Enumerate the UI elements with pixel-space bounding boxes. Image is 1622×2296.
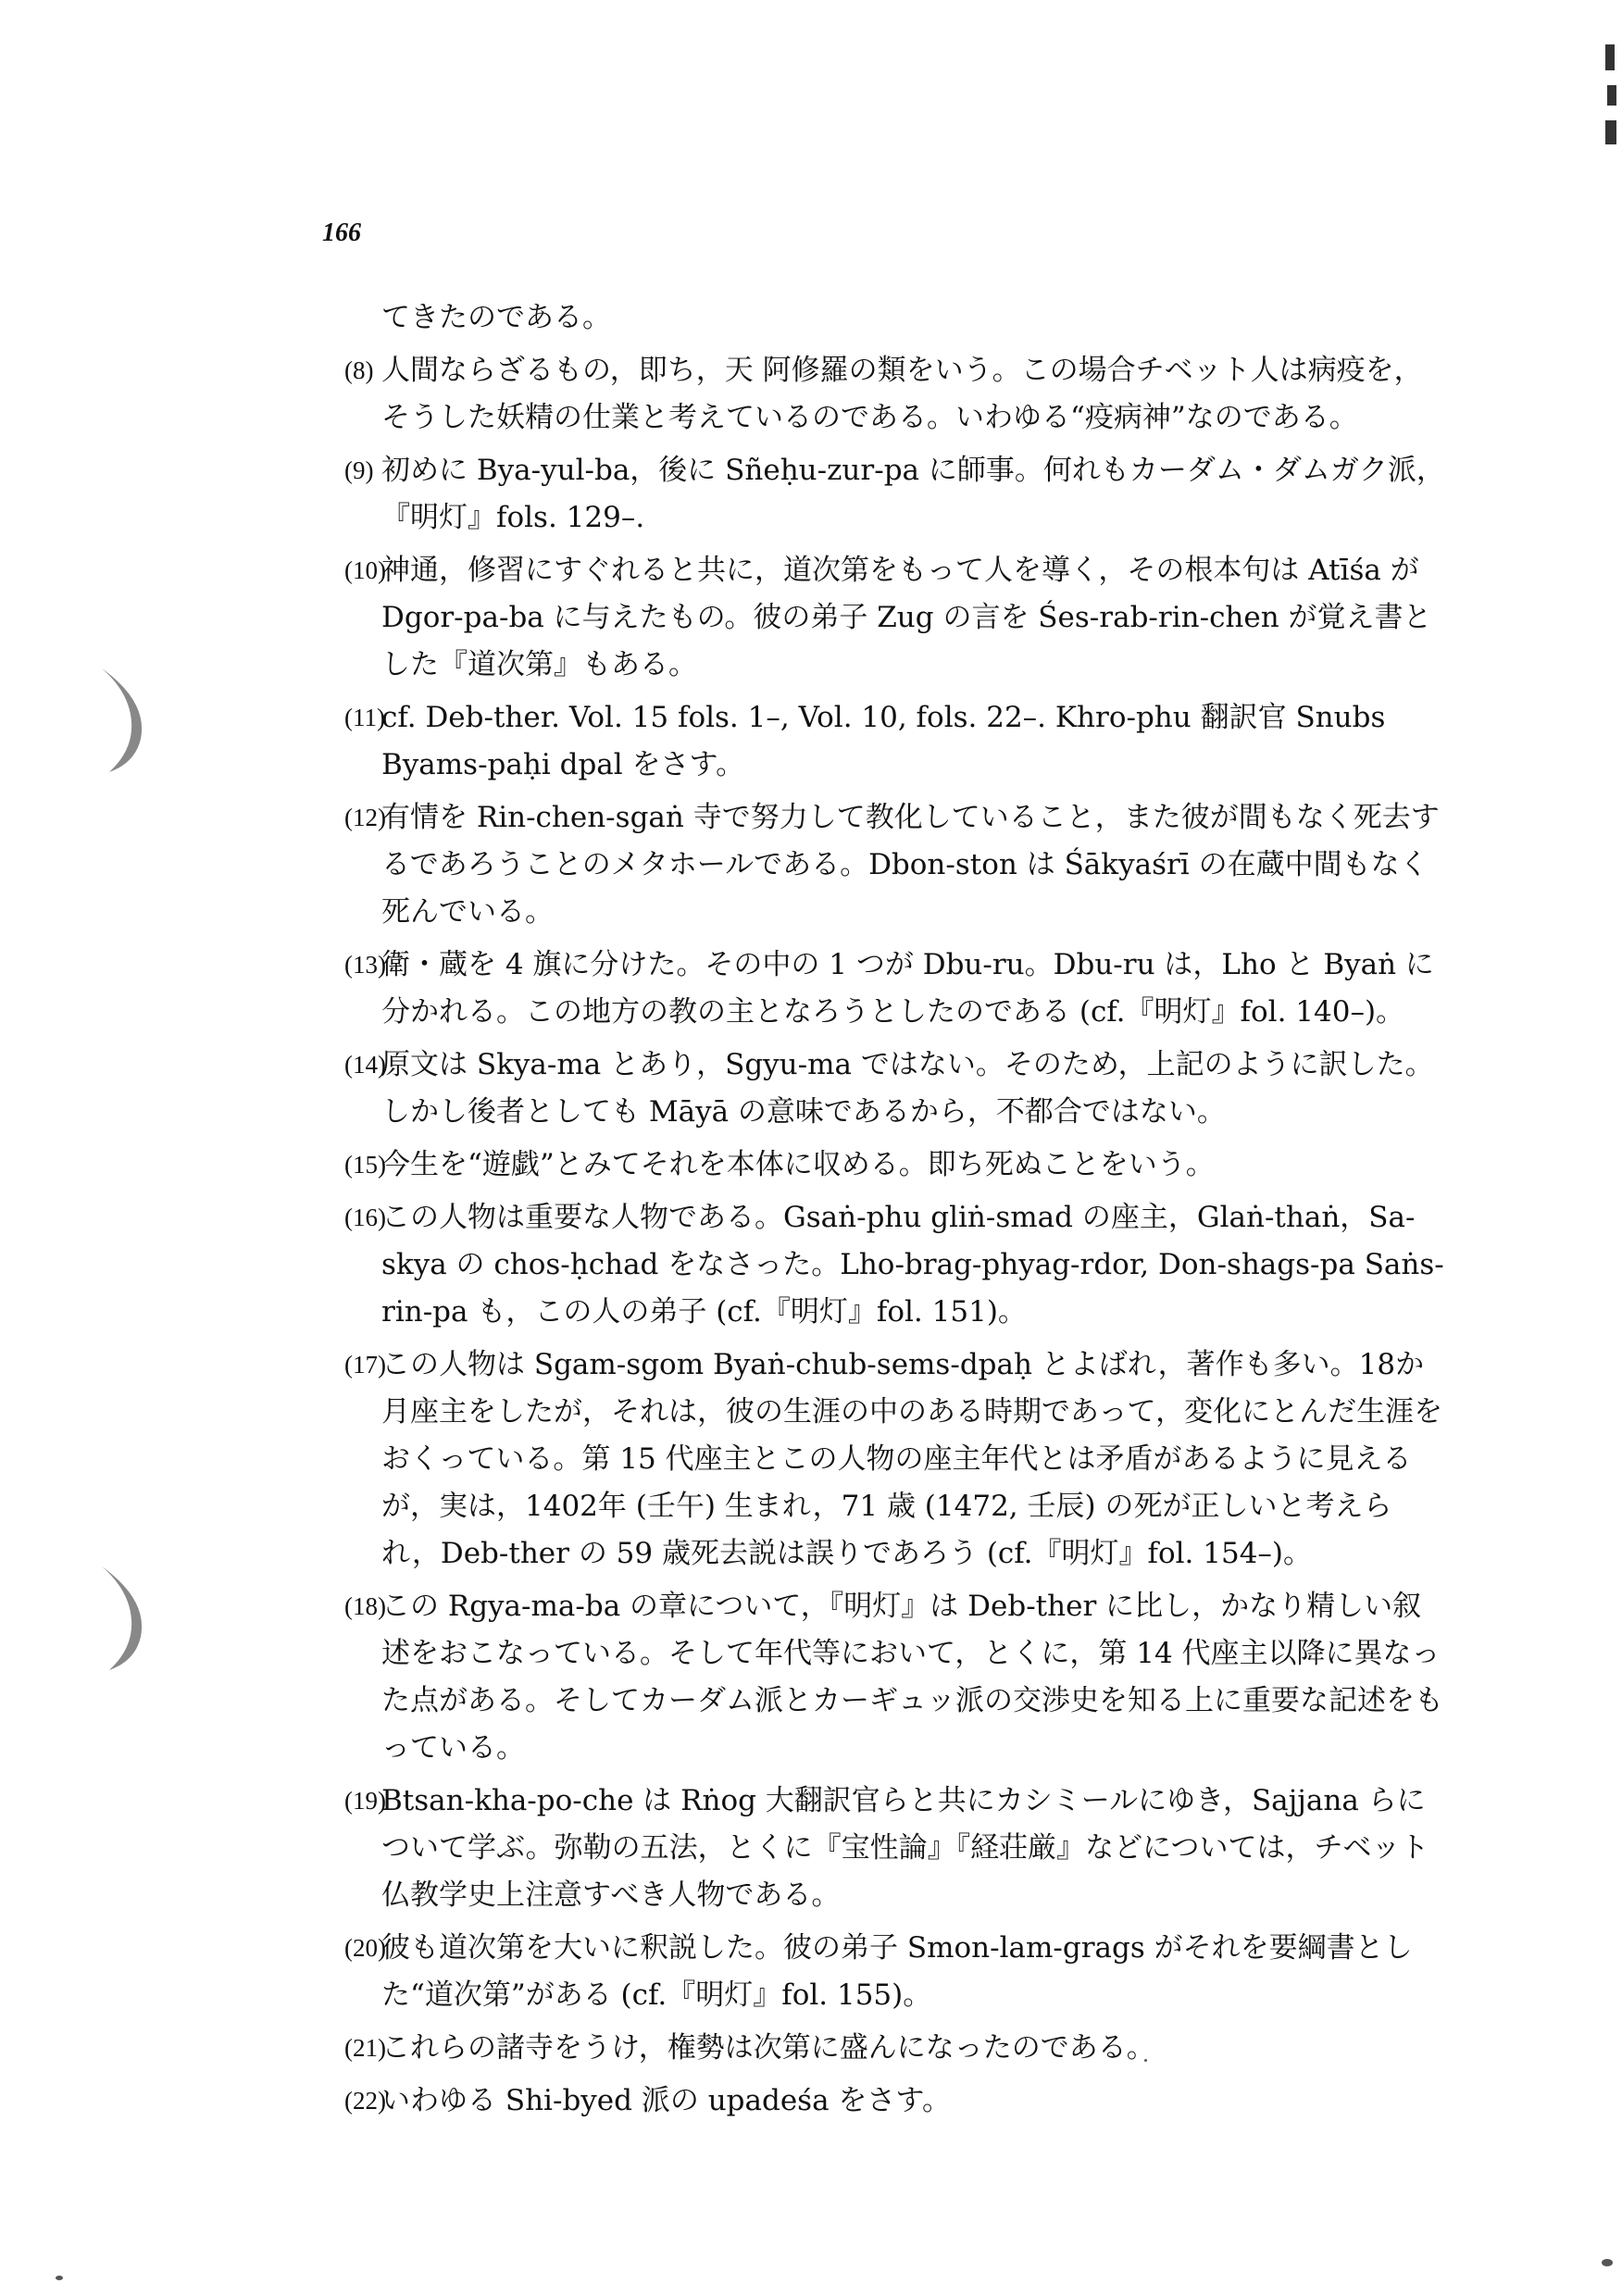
scan-speck — [56, 2276, 63, 2280]
note-number: (18) — [344, 1592, 386, 1620]
endnote-18 — [344, 1583, 1446, 1772]
endnote-15 — [344, 1142, 1446, 1189]
note-number: (19) — [344, 1787, 386, 1815]
scan-bracket-mark-lower — [93, 1563, 157, 1674]
note-text: 神通，修習にすぐれると共に，道次第をもって人を導く，その根本句は Atīśa が Dgor-pa-ba に与えたもの。彼の弟子 Zug の言を Śes-rab-rin-chen が覚え書とした『道次第』もある。 — [381, 554, 1432, 681]
note-number: (8) — [344, 356, 374, 384]
note-text: 初めに Bya-yul-ba，後に Sñeḥu-zur-pa に師事。何れもカーダム・ダムガク派，『明灯』fols. 129–. — [381, 454, 1445, 534]
endnote-22 — [344, 2078, 1446, 2125]
endnote-16 — [344, 1194, 1446, 1336]
note-text: 原文は Skya-ma とあり，Sgyu-ma ではない。そのため，上記のように訳した。しかし後者としても Māyā の意味であるから，不都合ではない。 — [381, 1048, 1434, 1129]
endnotes — [344, 294, 1446, 2130]
note-number: (15) — [344, 1151, 386, 1179]
endnote-17 — [344, 1341, 1446, 1578]
note-text: 衛・蔵を 4 旗に分けた。その中の 1 つが Dbu-ru。Dbu-ru は，Lho と Byaṅ に分かれる。この地方の教の主となろうとしたのである (cf.『明灯』fol. 140–)。 — [381, 948, 1434, 1029]
endnote-12 — [344, 794, 1446, 936]
note-text: 彼も道次第を大いに釈説した。彼の弟子 Smon-lam-grags がそれを要綱書とした“道次第”がある (cf.『明灯』fol. 155)。 — [381, 1931, 1413, 2012]
endnote-8 — [344, 347, 1446, 442]
note-text: 有情を Rin-chen-sgaṅ 寺で努力して教化していること，また彼が間もなく死去するであろうことのメタホールである。Dbon-ston は Śākyaśrī の在蔵中間もなく死んでいる。 — [381, 801, 1440, 929]
note-text: これらの諸寺をうけ，権勢は次第に盛んになったのである。 — [381, 2031, 1155, 2065]
endnote-10 — [344, 547, 1446, 689]
note-number: (22) — [344, 2087, 386, 2115]
endnote-20 — [344, 1925, 1446, 2019]
note-text: cf. Deb-ther. Vol. 15 fols. 1–, Vol. 10, fols. 22–. Khro-phu 翻訳官 Snubs Byams-paḥi dpal をさす。 — [381, 701, 1386, 781]
note-number: (21) — [344, 2034, 386, 2062]
note-text: Btsan-kha-po-che は Rṅog 大翻訳官らと共にカシミールにゆき，Sajjana らについて学ぶ。弥勒の五法，とくに『宝性論』『経荘厳』などについては，チベット仏教学史上注意すべき人物である。 — [381, 1784, 1429, 1912]
continuation-text: てきたのである。 — [381, 301, 611, 334]
note-number: (17) — [344, 1351, 386, 1379]
endnote-11 — [344, 694, 1446, 789]
note-text: いわゆる Shi-byed 派の upadeśa をさす。 — [381, 2084, 951, 2117]
note-number: (12) — [344, 804, 386, 831]
note-number: (9) — [344, 456, 374, 484]
note-text: この人物は Sgam-sgom Byaṅ-chub-sems-dpaḥ とよばれ，著作も多い。18か月座主をしたが，それは，彼の生涯の中のある時期であって，変化にとんだ生涯をおくっている。第 15 代座主とこの人物の座主年代とは矛盾があるように見えるが，実は，1402年 (壬午) 生まれ，71 歳 (1472, 壬辰) の死が正しいと考えられ，Deb-ther の 59 歳死去説は誤りであろう (cf.『明灯』fol. 154–)。 — [381, 1348, 1443, 1570]
note-number: (20) — [344, 1934, 386, 1962]
endnote-9 — [344, 447, 1446, 542]
note-text: この人物は重要な人物である。Gsaṅ-phu gliṅ-smad の座主，Glaṅ-thaṅ，Sa-skya の chos-ḥchad をなさった。Lho-brag-phyag-rdor, Don-shags-pa Saṅs-rin-pa も，この人の弟子 (cf.『明灯』fol. 151)。 — [381, 1201, 1444, 1329]
note-text: 人間ならざるもの，即ち，天 阿修羅の類をいう。この場合チベット人は病疫を，そうした妖精の仕業と考えているのである。いわゆる“疫病神”なのである。 — [381, 354, 1423, 434]
note-number: (16) — [344, 1204, 386, 1231]
endnote-13 — [344, 942, 1446, 1036]
endnote-19 — [344, 1778, 1446, 1919]
scan-speck — [1602, 2259, 1613, 2266]
note-number: (11) — [344, 704, 385, 731]
note-text: この Rgya-ma-ba の章について，『明灯』は Deb-ther に比し，かなり精しい叙述をおこなっている。そして年代等において，とくに，第 14 代座主以降に異なった点がある。そしてカーダム派とカーギュッ派の交渉史を知る上に重要な記述をもっている。 — [381, 1590, 1443, 1765]
page-number: 166 — [322, 218, 361, 247]
endnote-21 — [344, 2025, 1446, 2072]
scan-bracket-mark-upper — [93, 665, 157, 776]
note-number: (10) — [344, 556, 386, 584]
note-number: (13) — [344, 951, 386, 979]
note-text: 今生を“遊戯”とみてそれを本体に収める。即ち死ぬことをいう。 — [381, 1148, 1215, 1181]
note-number: (14) — [344, 1051, 386, 1079]
endnote-14 — [344, 1042, 1446, 1136]
scan-edge-mark-top-right — [1600, 37, 1622, 167]
